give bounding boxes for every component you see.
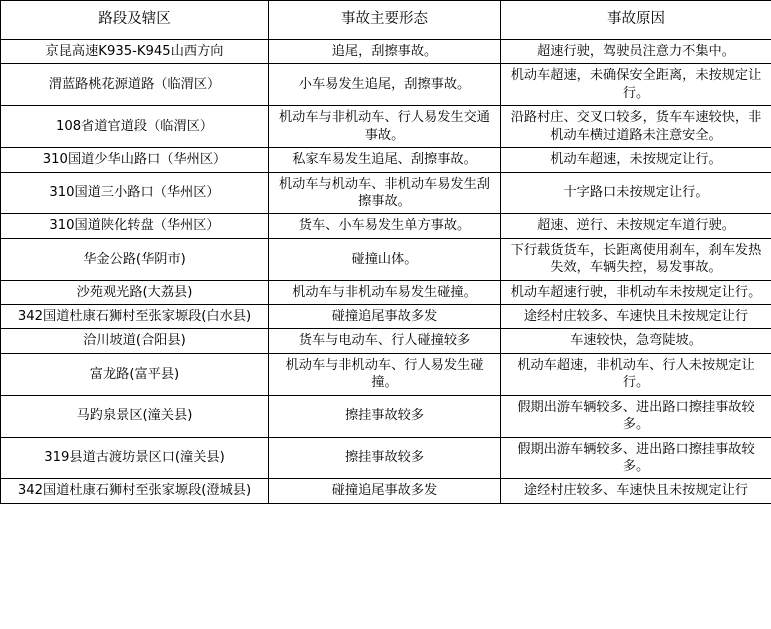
cell-form: 碰撞山体。 [269,238,501,280]
cell-cause: 沿路村庄、交叉口较多，货车车速较快，非机动车横过道路未注意安全。 [501,106,771,148]
cell-cause: 机动车超速，未按规定让行。 [501,148,771,172]
table-row [1,305,771,329]
table-body [1,40,771,504]
cell-cause: 超速、逆行、未按规定车道行驶。 [501,214,771,238]
cell-form: 货车、小车易发生单方事故。 [269,214,501,238]
cell-cause: 机动车超速，未确保安全距离，未按规定让行。 [501,64,771,106]
cell-road: 342国道杜康石狮村至张家塬段(澄城县) [1,479,269,503]
cell-form: 机动车与非机动车、行人易发生碰撞。 [269,353,501,395]
column-header-form: 事故主要形态 [269,1,501,40]
cell-cause: 途经村庄较多、车速快且未按规定让行 [501,479,771,503]
cell-road: 渭蓝路桃花源道路（临渭区） [1,64,269,106]
cell-road: 富龙路(富平县) [1,353,269,395]
cell-form: 机动车与非机动车易发生碰撞。 [269,280,501,304]
cell-cause: 十字路口未按规定让行。 [501,172,771,214]
table-header [1,1,771,40]
table-header-row [1,1,771,40]
cell-road: 310国道少华山路口（华州区） [1,148,269,172]
table-row [1,238,771,280]
cell-cause: 机动车超速，非机动车、行人未按规定让行。 [501,353,771,395]
cell-form: 机动车与非机动车、行人易发生交通事故。 [269,106,501,148]
column-header-road: 路段及辖区 [1,1,269,40]
table-row [1,353,771,395]
cell-road: 310国道三小路口（华州区） [1,172,269,214]
cell-cause: 下行载货货车，长距离使用刹车，刹车发热失效，车辆失控，易发事故。 [501,238,771,280]
column-header-cause: 事故原因 [501,1,771,40]
cell-form: 擦挂事故较多 [269,437,501,479]
table-row [1,64,771,106]
cell-form: 碰撞追尾事故多发 [269,479,501,503]
cell-road: 310国道陕化转盘（华州区） [1,214,269,238]
table-row [1,329,771,353]
cell-cause: 机动车超速行驶，非机动车未按规定让行。 [501,280,771,304]
cell-cause: 假期出游车辆较多、进出路口擦挂事故较多。 [501,437,771,479]
cell-road: 沙苑观光路(大荔县) [1,280,269,304]
table-row [1,280,771,304]
cell-form: 私家车易发生追尾、刮擦事故。 [269,148,501,172]
cell-road: 洽川坡道(合阳县) [1,329,269,353]
cell-cause: 途经村庄较多、车速快且未按规定让行 [501,305,771,329]
cell-form: 追尾，刮擦事故。 [269,40,501,64]
table-row [1,437,771,479]
table-row [1,395,771,437]
table-row [1,214,771,238]
table-row [1,172,771,214]
cell-road: 342国道杜康石狮村至张家塬段(白水县) [1,305,269,329]
table-row [1,40,771,64]
cell-cause: 假期出游车辆较多、进出路口擦挂事故较多。 [501,395,771,437]
cell-road: 马趵泉景区(潼关县) [1,395,269,437]
table-row [1,106,771,148]
cell-form: 碰撞追尾事故多发 [269,305,501,329]
cell-road: 华金公路(华阴市) [1,238,269,280]
cell-form: 小车易发生追尾，刮擦事故。 [269,64,501,106]
cell-cause: 超速行驶，驾驶员注意力不集中。 [501,40,771,64]
cell-road: 319县道古渡坊景区口(潼关县) [1,437,269,479]
cell-road: 108省道官道段（临渭区） [1,106,269,148]
cell-form: 机动车与机动车、非机动车易发生刮擦事故。 [269,172,501,214]
cell-form: 货车与电动车、行人碰撞较多 [269,329,501,353]
cell-cause: 车速较快，急弯陡坡。 [501,329,771,353]
table-row [1,148,771,172]
cell-road: 京昆高速K935-K945山西方向 [1,40,269,64]
cell-form: 擦挂事故较多 [269,395,501,437]
table-row [1,479,771,503]
